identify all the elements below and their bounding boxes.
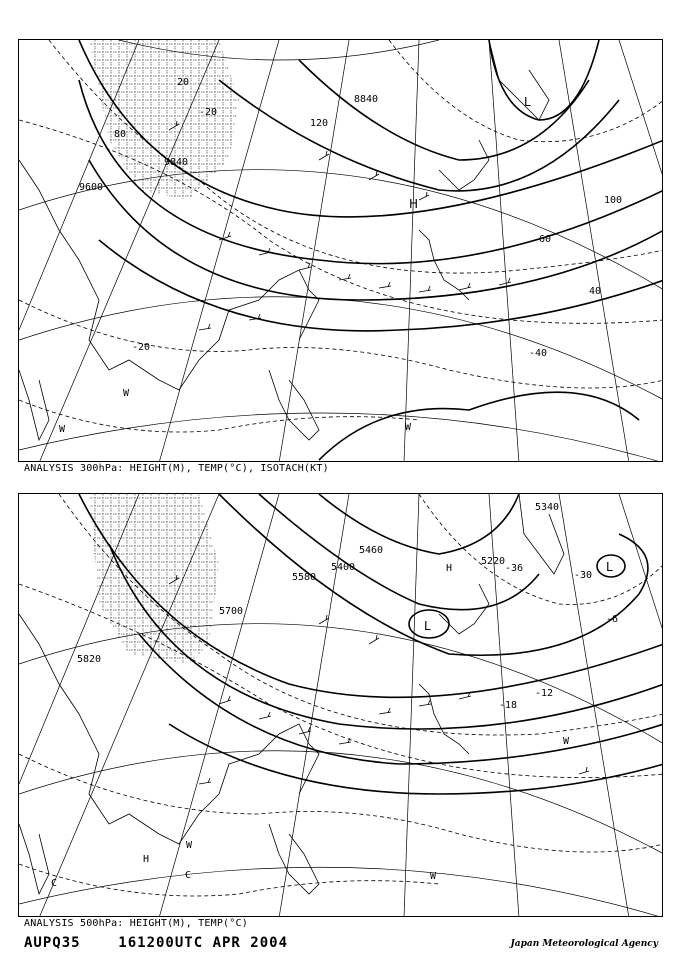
analysis-500hpa-map-svg [19, 494, 663, 917]
map-caption-300hpa: ANALYSIS 300hPa: HEIGHT(M), TEMP(°C), ISOTACH(KT) [24, 463, 329, 474]
hatched-area [89, 40, 239, 200]
isotach-label: 40 [589, 286, 602, 297]
warm-marker: W [186, 840, 193, 851]
height-label: 5400 [331, 562, 356, 573]
temperature-label: -12 [535, 688, 554, 699]
isotach-label: 80 [114, 129, 127, 140]
isotach-label: 120 [310, 118, 329, 129]
height-label: 5340 [535, 502, 560, 513]
warm-marker: W [430, 871, 437, 882]
temperature-label: -20 [199, 107, 218, 118]
warm-marker: W [405, 422, 412, 433]
analysis-300hpa-map [18, 39, 663, 462]
bulletin-code: AUPQ35 161200UTC APR 2004 [24, 935, 289, 951]
height-label: 9600 [79, 182, 104, 193]
coastline [19, 40, 552, 440]
height-label: 5460 [359, 545, 384, 556]
analysis-500hpa-map [18, 493, 663, 917]
height-label: 5700 [219, 606, 244, 617]
map-caption-500hpa: ANALYSIS 500hPa: HEIGHT(M), TEMP(°C) [24, 918, 248, 929]
temperature-label: -30 [574, 570, 593, 581]
height-label: 9840 [164, 157, 189, 168]
warm-marker: W [563, 736, 570, 747]
cold-marker: C [51, 878, 58, 889]
warm-marker: W [59, 424, 66, 435]
low-pressure-marker: L [606, 560, 613, 574]
high-pressure-marker: H [143, 854, 150, 865]
height-label: 8840 [354, 94, 379, 105]
temperature-label: -40 [529, 348, 548, 359]
isotach-label: 60 [539, 234, 552, 245]
low-pressure-marker: L [424, 619, 431, 633]
height-label: 5580 [292, 572, 317, 583]
isotach-label: 20 [177, 77, 190, 88]
cold-marker: C [185, 870, 192, 881]
temperature-label: -20 [132, 342, 151, 353]
low-pressure-marker: L [524, 95, 531, 109]
high-pressure-marker: H [409, 197, 419, 211]
analysis-300hpa-map-svg [19, 40, 663, 462]
temperature-label: -18 [499, 700, 518, 711]
agency-credit: Japan Meteorological Agency [510, 939, 658, 949]
temperature-label: -36 [505, 563, 524, 574]
high-pressure-marker: H [446, 563, 453, 574]
height-label: 5820 [77, 654, 102, 665]
warm-marker: W [123, 388, 130, 399]
temperature-label: -6 [606, 614, 619, 625]
height-label: 5220 [481, 556, 506, 567]
isotach-label: 100 [604, 195, 623, 206]
